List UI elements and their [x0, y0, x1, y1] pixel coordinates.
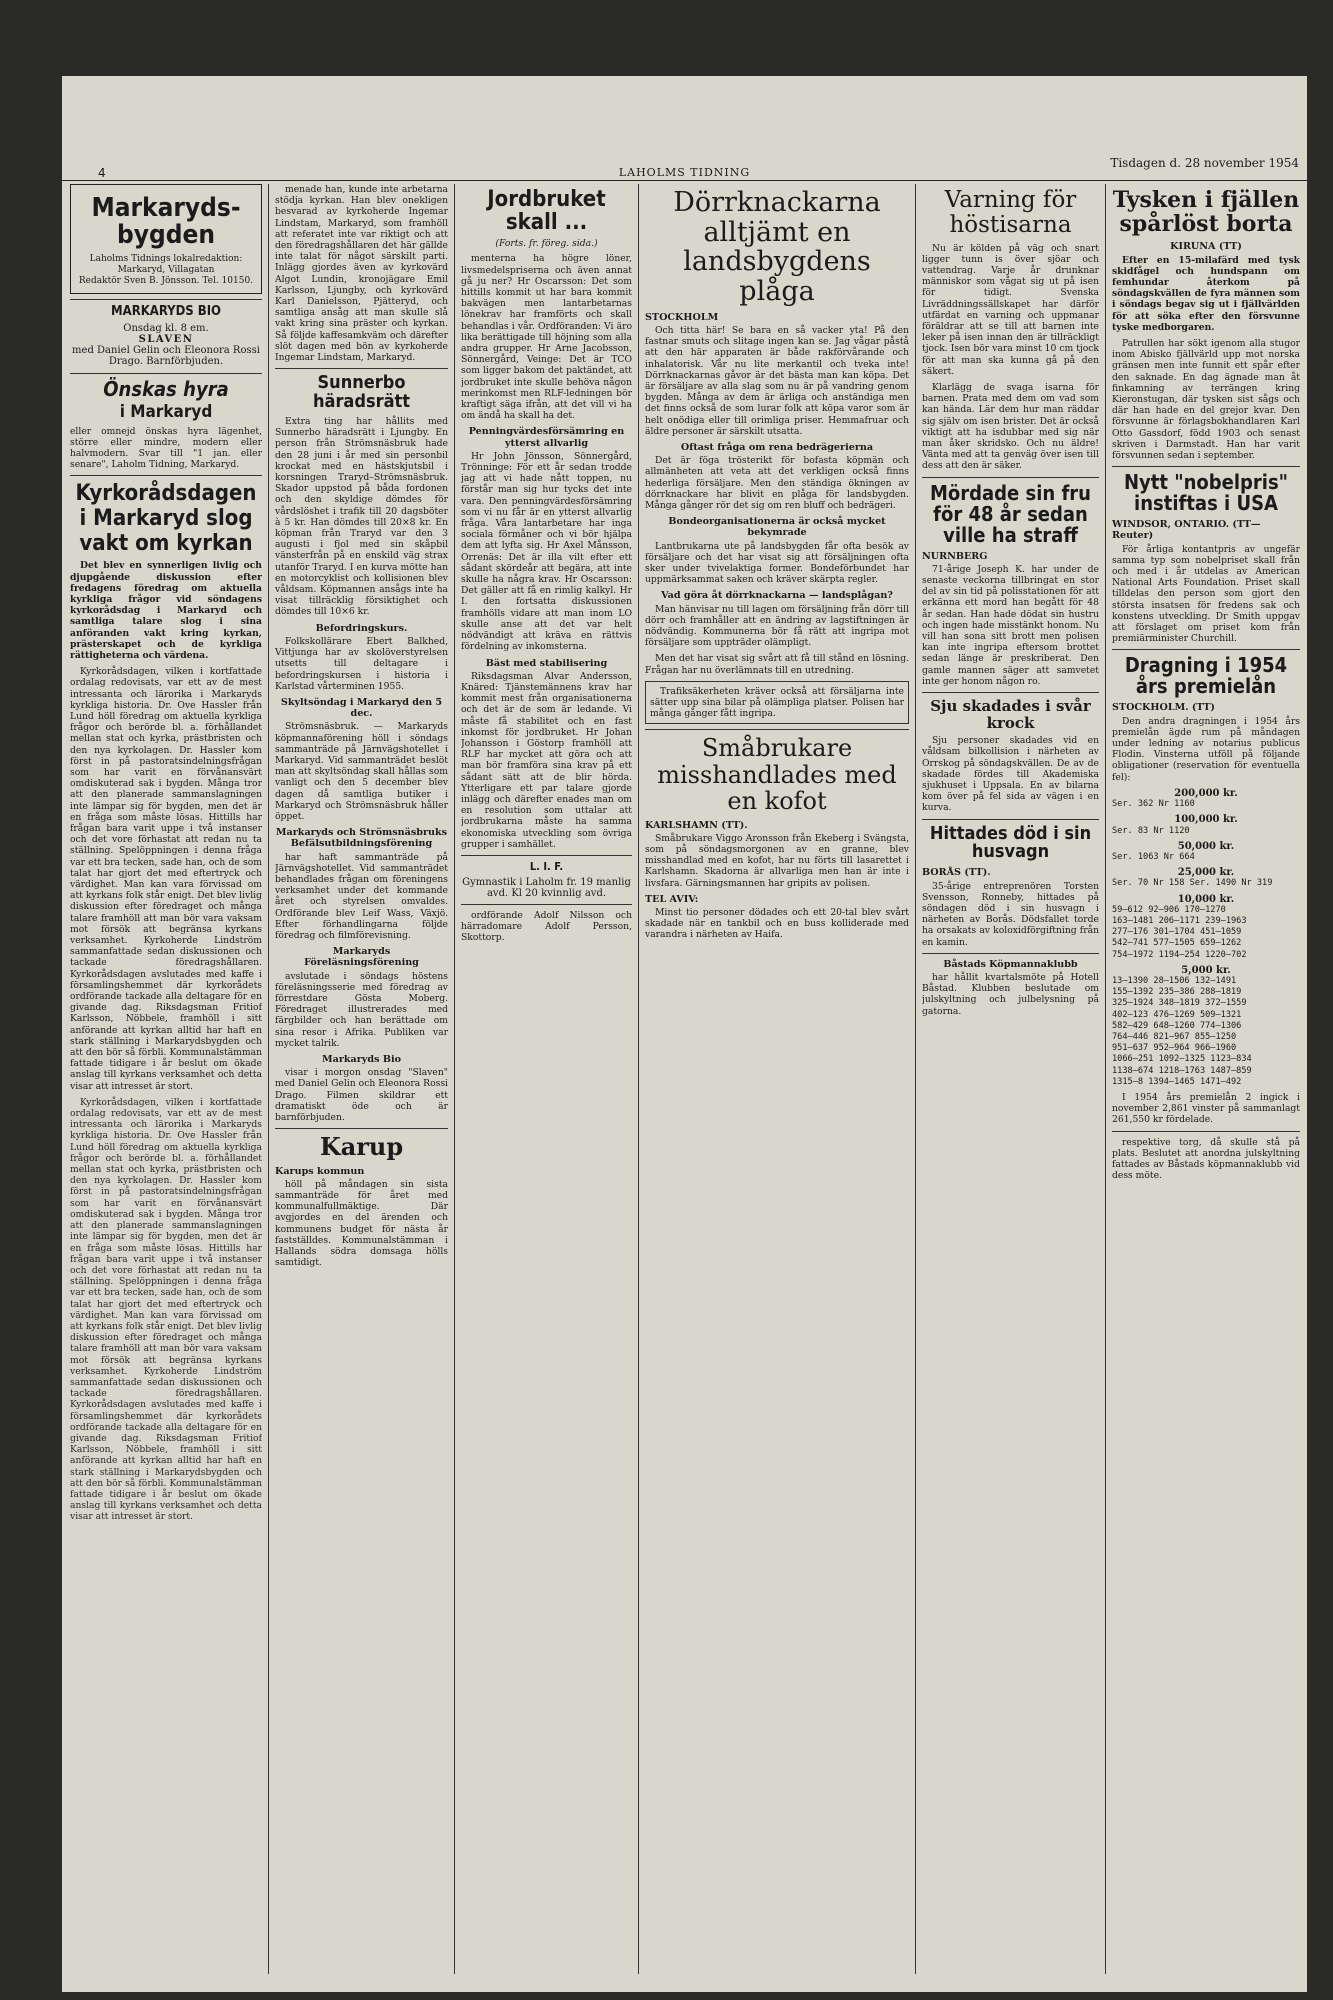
prize-row: 163—1481 206—1171 239—1963	[1112, 915, 1247, 926]
article-body: Det är föga trösterikt för bofasta köpmän och allmänheten att veta att det verkligen också finns hederliga försäljare. Men den ständiga ökningen av dörrknackare har blivit en plåga för landsbygden. Många gånger rör det sig om ren bluff och bedrägeri.	[645, 455, 909, 511]
article-headline: Mördade sin fru för 48 år sedan ville ha straff	[930, 480, 1091, 547]
prize-row: 59—612 92—906 170—1270	[1112, 904, 1226, 915]
prize-list-10000	[1112, 905, 1300, 961]
article-lead: Efter en 15-milafärd med tysk skidfågel och hundspann om femhundar återkom på söndagskvällen de fyra männen som i söndags begav sig ut i fjällvärlden för att söka efter den försvunne tyske medborgaren.	[1112, 254, 1300, 333]
prize-row: Ser. 83 Nr 1120	[1112, 825, 1190, 836]
prize-row: 402—123 476—1269 509—1321	[1112, 1009, 1242, 1020]
column-jordbruket	[461, 184, 632, 1974]
dateline: KARLSHAMN (TT).	[645, 819, 748, 831]
prize-row: 754—1972 1194—254 1220—702	[1112, 949, 1247, 960]
subhead: Bäst med stabilisering	[485, 657, 608, 669]
prize-row: 13—1390 28—1506 132—1491	[1112, 975, 1237, 986]
subhead: Penningvärdesförsämring en ytterst allvarlig	[468, 426, 625, 449]
prize-row: 764—446 821—967 855—1250	[1112, 1031, 1237, 1042]
column-markaryd	[70, 184, 262, 1974]
ad-title: MARKARYDS BIO	[111, 304, 221, 320]
ad-lif	[461, 861, 632, 899]
column-rule	[638, 184, 639, 1974]
dateline: STOCKHOLM. (TT)	[1112, 702, 1215, 714]
article-body: avslutade i söndags höstens föreläsningsserie med föredrag av förrestdare Gösta Moberg. Föredraget illustrerades med färgbilder och han berättade om sina resor i Afrika. Publiken var mycket talrik.	[275, 970, 448, 1049]
dateline: TEL AVIV:	[645, 893, 699, 905]
article-body: Småbrukare Viggo Aronsson från Ekeberg i Svängsta, som på söndagsmorgonen av en granne, blev misshandlad med en kofot, har nu förts till lasarettet i Karlshamn. Skadorna är allvarliga men han är inte i livsfara. Gärningsmannen har gripits av polisen.	[645, 832, 909, 889]
column-rule	[915, 184, 916, 1974]
prize-row: 277—176 301—1704 451—1059	[1112, 927, 1242, 938]
prize-amount: 5,000 kr.	[1181, 964, 1231, 976]
article-body: Strömsnäsbruk. — Markaryds köpmannaförening höll i söndags sammanträde på Järnvägshotellet i Markaryd. Vid sammanträdet beslöt man att skyltsöndag skall hållas som vanligt och den 5 december blev dagen då samtliga butiker i Markaryd och Strömsnäsbruk håller öppet.	[275, 721, 448, 822]
article-body: höll på måndagen sin sista sammanträde för året med kommunalfullmäktige. Där avgjordes en del ärenden och kommunens budget för nästa år fastställdes. Kommunalstämman i Hallands södra domsaga hölls samtidigt.	[275, 1178, 448, 1269]
paper-name: LAHOLMS TIDNING	[618, 166, 751, 179]
column-dorrknackarna	[645, 184, 909, 1974]
column-rule	[268, 184, 269, 1974]
dateline: STOCKHOLM	[645, 311, 719, 323]
column-rule	[1105, 184, 1106, 1974]
ad-subtitle: i Markaryd	[119, 401, 213, 422]
prize-amount: 10,000 kr.	[1177, 893, 1235, 905]
article-body: Patrullen har sökt igenom alla stugor inom Abisko fjällvärld upp mot norska gränsen men inte funnit ett spår efter den saknade. En dag ägnade man åt finkamning av terrängen kring Kieronstugan, där tysken sist sågs och där han hade en del grejor kvar. Den försvunne är förlagsbokhandlaren Karl Otto Gassdorf, född 1903 och senast skriven i Darmstadt. Han har varit försvunnen sedan i september.	[1112, 338, 1300, 462]
article-body: Och titta här! Se bara en så vacker yta! På den fastnar smuts och slitage ingen kan se. Jag vågar påstå att den här apparaten är både rakförvårande och inhalatorisk. Vår nu lite merkantil och tveka inte! Dörrknackarnas gåvor är det bästa man kan köpa. Det är försäljare av alla slag som nu är på vandring genom bygden. Många av dem är ärliga och anständiga men det finns också de som lurar folk att köpa varor som är helt onödiga eller till orimliga priser. Hemmafruar och äldre personer är särskilt utsatta.	[645, 324, 909, 437]
column-rule	[454, 184, 455, 1974]
article-body: 71-årige Joseph K. har under de senaste veckorna tillbringat en stor del av sin tid på polisstationen för att erkänna ett mord han begått för 48 år sedan. Han hade dödat sin hustru och ingen hade misstänkt honom. Nu vill han sona sitt brott men polisen kan inte ingripa eftersom brottet sedan länge är preskriberat. Den gamle mannen säger att samvetet inte ger honom någon ro.	[922, 563, 1099, 687]
article-body: Sju personer skadades vid en våldsam bilkollision i närheten av Orrskog på söndagskvällen. De av de skadade fördes till Akademiska sjukhuset i Uppsala. En av bilarna kom över på fel sida av vägen i en kurva.	[922, 735, 1099, 814]
dateline: KIRUNA (TT)	[1170, 241, 1242, 253]
ad-film-title: SLAVEN	[138, 334, 194, 346]
article-body: Klarlägg de svaga isarna för barnen. Prata med dem om vad som kan hända. Lär dem hur man räddar sig själv om isen brister. Det är också viktigt att ha isdubbar med sig när man åker skridsko. Och nu äldre! Vänta med att ta genväg över isen till dess att den är säker.	[922, 382, 1099, 472]
article-body: Hr John Jönsson, Sönnergård, Trönninge: För ett år sedan trodde jag att vi hade nått toppen, nu förstår man sig hur tycks det inte vara. Den penningvärdesförsämring som vi nu får är en ytterst allvarlig fråga. Våra lantarbetare har inga sociala förmåner och vi bör hjälpa dem att lyfta sig. Hr Axel Månsson, Orrenäs: Det är illa vilt efter ett sådant skördeår att begära, att inte skulle ha några krav. Hr Oscarsson: Det gäller att få en rimlig kalkyl. Hr I. den fortsatta diskussionen framhölls vidare att man inom LO skulle anse att det var helt nödvändigt att kräva en rättvis fördelning av inkomsterna.	[461, 450, 632, 653]
article-body: Kyrkorådsdagen, vilken i kortfattade ordalag redovisats, var ett av de mest intressanta och lärorika i Markaryds kyrkliga historia. Dr. Ove Hassler från Lund höll föredrag om aktuella kyrkliga frågor och berörde bl. a. förhållandet mellan stat och kyrka, prästbristen och den nya kyrkolagen. Dr. Hassler kom först in på pastoratsindelningsfrågan som har varit en förvånansvärt omdiskuterad sak i bygden. Många tror att den planerade sammanslagningen inte lämpar sig för bygden, men det är en fråga som måste lösas. Hittills har frågan bara varit uppe i två instanser och det vore förhastat att redan nu ta ställning. Spelöppningen i denna fråga var ett bra tecken, sade han, och de som talat har gjort det med eftertryck och värdighet. Man kan vara förvissad om att kyrkans folk står enigt. Det blev livlig diskussion efter föredraget och många talare framhöll att man bör vara vaksam mot försök att begränsa kyrkans verksamhet. Kyrkoherde Lindström sammanfattade sedan diskussionen och tackade föredragshållaren. Kyrkorådsdagen avslutades med kaffe i församlingshemmet där kyrkorådets ordförande tackade alla deltagare för en givande dag. Riksdagsman Fritiof Karlsson, Nöbbele, framhöll i sitt anförande att kyrkan alltid har haft en stark ställning i Markarydsbygden och att den bör så förbli. Kommunalstämman fattade tidigare i år beslut om ökade anslag till kyrkans verksamhet och detta visar att intresset är stort.	[70, 666, 262, 1092]
article-headline: Jordbruket skall ...	[487, 187, 606, 236]
article-headline: Varning för höstisarna	[944, 187, 1077, 239]
column-local-news	[275, 184, 448, 1974]
prize-row: 1066—251 1092—1325 1123—834	[1112, 1054, 1252, 1065]
subhead: Vad göra åt dörrknackarna — landsplågan?	[661, 590, 893, 602]
prize-amount: 200,000 kr.	[1174, 787, 1238, 799]
article-lead: Det blev en synnerligen livlig och djupgående diskussion efter fredagens föredrag om aktuella kyrkliga frågor vid söndagens kyrkorådsdag i Markaryd och samtliga talare slog i sina anföranden vakt kring kyrkan, prästerskapet och de kyrkliga rättigheterna och värdena.	[70, 560, 262, 661]
article-headline: Dörrknackarna alltjämt en landsbygdens plåga	[673, 187, 881, 308]
article-body: För årliga kontantpris av ungefär samma typ som nobelpriset skall från och med i år utdelas av American National Arts Foundation. Priset skall tilldelas den person som gjort den största insatsen för fredens sak och konstens utveckling. Dr Smith uppgav att förslaget om priset kom från premiärminister Churchill.	[1112, 543, 1300, 645]
subhead: Markaryds och Strömsnäsbruks Befälsutbildningsförening	[275, 827, 448, 850]
dateline: NURNBERG	[922, 550, 988, 562]
article-continuation: menade han, kunde inte arbetarna stödja kyrkan. Han blev onekligen besvarad av kyrkoherde Ingemar Lindstam, Markaryd, som framhöll att referatet inte var riktigt och att den föredragshållaren det här gällde inte talat för något särskilt parti. Inlägg gjordes även av kyrkovärd Algot Lundin, kronojägare Emil Karlsson, Ljungby, och kyrkovärd Karl Danielsson, Pjätteryd, och samtliga ansåg att man skulle slå vakt kring sina präster och kyrkan. Så följde kaffesamkväm och därefter slöt dagen med bön av kyrkoherde Ingemar Lindstam, Markaryd.	[275, 184, 448, 364]
section-header-box	[70, 184, 262, 294]
subhead: Markaryds Föreläsningsförening	[304, 946, 419, 969]
article-body: Riksdagsman Alvar Andersson, Knäred: Tjänstemännens krav har kommit mest från organisationerna och det är de som är ledande. Vi måste få stabilitet och en fast inkomst för jordbruket. Hr Johan Johansson i Göstorp framhöll att RLF har mycket att göra och att man bör framföra sina krav på ett sådant sätt att de blir hörda. Ytterligare ett par talare gjorde inlägg och därefter enades man om en resolution som uttalar att jordbrukarna måste ha samma ekonomiska utveckling som övriga grupper i samhället.	[461, 670, 632, 850]
article-headline: Hittades död i sin husvagn	[929, 822, 1092, 863]
boxed-note	[645, 681, 909, 725]
prize-list-5000	[1112, 976, 1300, 1088]
ad-line: Onsdag kl. 8 em.	[123, 322, 209, 334]
article-body: Man hänvisar nu till lagen om försäljning från dörr till dörr och framhåller att en ändring av lagstiftningen är nödvändig. Kommunerna bör få rätt att ingripa mot försäljare som uppträder olämpligt.	[645, 603, 909, 649]
prize-row: 325—1924 348—1819 372—1559	[1112, 998, 1247, 1009]
section-subtitle: Laholms Tidnings lokalredaktion: Markaryd, Villagatan	[89, 253, 243, 275]
article-headline: Småbrukare misshandlades med en kofot	[657, 734, 897, 816]
box-body: Trafiksäkerheten kräver också att försäljarna inte sätter upp sina bilar på olämpliga platser. Polisen har många gånger fått ingripa.	[650, 685, 904, 720]
prize-row: 155—1392 235—386 288—1819	[1112, 987, 1242, 998]
subhead: Befordringskurs.	[315, 622, 408, 634]
section-title: Markaryds-bygden	[91, 193, 241, 251]
article-headline: Sunnerbo häradsrätt	[312, 372, 410, 413]
ad-text: eller omnejd önskas hyra lägenhet, större eller mindre, modern eller halvmodern. Svar till "1 jan. eller senare", Laholm Tidning, Markaryd.	[70, 425, 262, 471]
prize-amount: 100,000 kr.	[1174, 814, 1238, 826]
subhead: Båstads Köpmannaklubb	[943, 958, 1078, 970]
article-body: visar i morgon onsdag "Slaven" med Daniel Gelin och Eleonora Rossi Drago. Filmen skildrar ett dramatiskt öde och är barnförbjuden.	[275, 1067, 448, 1124]
prize-row: 1315—8 1394—1465 1471—492	[1112, 1076, 1242, 1087]
article-body: Nu är kölden på väg och snart ligger tunn is över sjöar och vattendrag. Varje år drunknar människor som vågat sig ut på isen för tidigt. Svenska Livräddningssällskapet har därför utfärdat en varning och uppmanar föräldrar att se till att barnen inte leker på isen innan den är tillräckligt tjock. Isen bör vara minst 10 cm tjock för att man ska kunna gå på den säkert.	[922, 242, 1099, 377]
dateline: BORÅS (TT).	[922, 867, 991, 879]
masthead	[62, 154, 1307, 181]
article-headline: Sju skadades i svår krock	[930, 697, 1091, 732]
article-body: Men det har visat sig svårt att få till stånd en lösning. Frågan har nu överlämnats till en utredning.	[645, 653, 909, 676]
article-body: I 1954 års premielån 2 ingick i november 2,861 vinster på sammanlagt 261,550 kr fördelade.	[1112, 1091, 1300, 1126]
section-editor: Redaktör Sven B. Jönsson. Tel. 10150.	[78, 276, 254, 286]
ad-text: Gymnastik i Laholm fr. 19 manlig avd. Kl 20 kvinnlig avd.	[462, 876, 631, 899]
prize-row: Ser. 70 Nr 158 Ser. 1490 Nr 319	[1112, 878, 1273, 889]
article-body: har haft sammanträde på Järnvägshotellet. Vid sammanträdet behandlades frågan om föreningens verksamhet under det kommande året och styrelsen omvaldes. Ordförande blev Leif Wass, Växjö. Efter förhandlingarna följde föredrag och filmförevisning.	[275, 851, 448, 941]
section-headline-karup: Karup	[319, 1132, 404, 1162]
article-body: menterna ha högre löner, livsmedelspriserna och även annat gå ju ner? Hr Oscarsson: Det som hittills kommit ut har bara kommit bakvägen men lantarbetarnas lönekrav har framförts och skall behandlas i vår. Ordföranden: Vi äro lika berättigade till höjning som alla andra grupper. Hr Arne Jacobsson, Sönnergård, Veinge: Det är TCO som ligger bakom det paktändet, att jordbruket inte skulle behöva någon merinkomst men RLF-ledningen bör kraftigt säga ifrån, att det vill vi ha om ändå ha skall ha det.	[461, 253, 632, 422]
article-headline: Tysken i fjällen spårlöst borta	[1112, 187, 1300, 238]
ad-onskas-hyra	[70, 376, 262, 471]
article-headline: Kyrkorådsdagen i Markaryd slog vakt om kyrkan	[75, 481, 257, 557]
article-body: Kyrkorådsdagen, vilken i kortfattade ordalag redovisats, var ett av de mest intressanta och lärorika i Markaryds kyrkliga historia. Dr. Ove Hassler från Lund höll föredrag om aktuella kyrkliga frågor och berörde bl. a. förhållandet mellan stat och kyrka, prästbristen och den nya kyrkolagen. Dr. Hassler kom först in på pastoratsindelningsfrågan som har varit en förvånansvärt omdiskuterad sak i bygden. Många tror att den planerade sammanslagningen inte lämpar sig för bygden, men det är en fråga som måste lösas. Hittills har frågan bara varit uppe i två instanser och det vore förhastat att redan nu ta ställning. Spelöppningen i denna fråga var ett bra tecken, sade han, och de som talat har gjort det med eftertryck och värdighet. Man kan vara förvissad om att kyrkans folk står enigt. Det blev livlig diskussion efter föredraget och många talare framhöll att man bör vara vaksam mot försök att begränsa kyrkans verksamhet. Kyrkoherde Lindström sammanfattade sedan diskussionen och tackade föredragshållaren. Kyrkorådsdagen avslutades med kaffe i församlingshemmet där kyrkorådets ordförande tackade alla deltagare för en givande dag. Riksdagsman Fritiof Karlsson, Nöbbele, framhöll i sitt anförande att kyrkan alltid har haft en stark ställning i Markarydsbygden och att den bör så förbli. Kommunalstämman fattade tidigare i år beslut om ökade anslag till kyrkans verksamhet och detta visar att intresset är stort.	[70, 1096, 262, 1523]
issue-date: Tisdagen d. 28 november 1954	[1110, 156, 1299, 170]
article-body: ordförande Adolf Nilsson och härradomare Adolf Persson, Skottorp.	[461, 909, 632, 944]
dateline: WINDSOR, ONTARIO. (TT—Reuter)	[1112, 519, 1261, 542]
article-body: har hållit kvartalsmöte på Hotell Båstad. Klubben beslutade om julskyltning och julbelysning på gatorna.	[922, 971, 1099, 1017]
article-headline: Nytt "nobelpris" instiftas i USA	[1123, 470, 1289, 516]
article-body: Folkskollärare Ebert Balkhed, Vittjunga har av skolöverstyrelsen utsetts till deltagare i befordringskursen i historia i Karlstad vårterminen 1955.	[275, 635, 448, 692]
article-body: Den andra dragningen i 1954 års premielån ägde rum på måndagen under ledning av notarius publicus Flodin. Vinsterna utföll på följande obligationer (reservation för eventuella fel):	[1112, 715, 1300, 783]
continued-note: (Forts. fr. föreg. sida.)	[495, 238, 598, 250]
article-body: Extra ting har hållits med Sunnerbo häradsrätt i Ljungby. En person från Strömsnäsbruk hade den 28 juni i år med sin personbil krockat med en hästskjutsbil i korsningen Traryd–Strömsnäsbruk. Skador uppstod på båda fordonen och den skyldige dömdes för vårdslöshet i trafik till 20 dagsböter à 5 kr. Han dömdes till 20×8 kr. En köpman från Traryd var den 3 augusti i fjol med sin skåpbil vänsterfrån på en enskild väg strax utanför Traryd. I en kurva mötte han en motorcyklist och kollisionen blev våldsam. Köpmannen ansågs inte ha visat tillräcklig försiktighet och dömdes till 10×6 kr.	[275, 416, 448, 618]
column-varning	[922, 184, 1099, 1974]
prize-row: Ser. 362 Nr 1160	[1112, 799, 1195, 810]
article-body: Minst tio personer dödades och ett 20-tal blev svårt skadade när en tankbil och en buss kolliderade med varandra i närheten av Haifa.	[645, 907, 909, 941]
article-headline: Dragning i 1954 års premielån	[1124, 653, 1288, 699]
subhead: Oftast fråga om rena bedrägerierna	[680, 441, 874, 453]
article-body: Lantbrukarna ute på landsbygden får ofta besök av försäljare och det har visat sig att försäljningen ofta sker under tvivelaktiga former. Bondeförbundet har uppmärksammat saken och kräver skärpta regler.	[645, 540, 909, 586]
prize-row: 582—429 648—1260 774—1306	[1112, 1020, 1242, 1031]
article-body: respektive torg, då skulle stå på plats. Beslutet att anordna julskyltning fattades av Båstads köpmannaklubb vid dess möte.	[1112, 1136, 1300, 1182]
prize-row: 951—637 952—964 966—1960	[1112, 1043, 1237, 1054]
newspaper-page	[62, 76, 1307, 1992]
column-tysken	[1112, 184, 1300, 1974]
page-number: 4	[98, 166, 106, 180]
subhead: Karups kommun	[275, 1165, 365, 1177]
prize-amount: 50,000 kr.	[1177, 840, 1235, 852]
ad-markaryds-bio	[70, 305, 262, 367]
prize-amount: 25,000 kr.	[1177, 867, 1235, 879]
subhead: Skyltsöndag i Markaryd den 5 dec.	[280, 696, 443, 720]
article-body: 35-årige entreprenören Torsten Svensson, Ronneby, hittades på söndagen död i sin husvagn i närheten av Borås. Dödsfallet torde ha orsakats av koloxidförgiftning från en kamin.	[922, 880, 1099, 948]
ad-line: med Daniel Gelin och Eleonora Rossi Drago. Barnförbjuden.	[72, 345, 260, 368]
prize-row: Ser. 1063 Nr 664	[1112, 851, 1195, 862]
ad-title: L. I. F.	[529, 859, 564, 873]
prize-row: 1138—674 1218—1763 1487—859	[1112, 1065, 1252, 1076]
prize-row: 542—741 577—1505 659—1262	[1112, 938, 1242, 949]
ad-title: Önskas hyra	[103, 376, 229, 401]
subhead: Markaryds Bio	[322, 1054, 401, 1065]
subhead: Bondeorganisationerna är också mycket bekymrade	[668, 516, 886, 539]
